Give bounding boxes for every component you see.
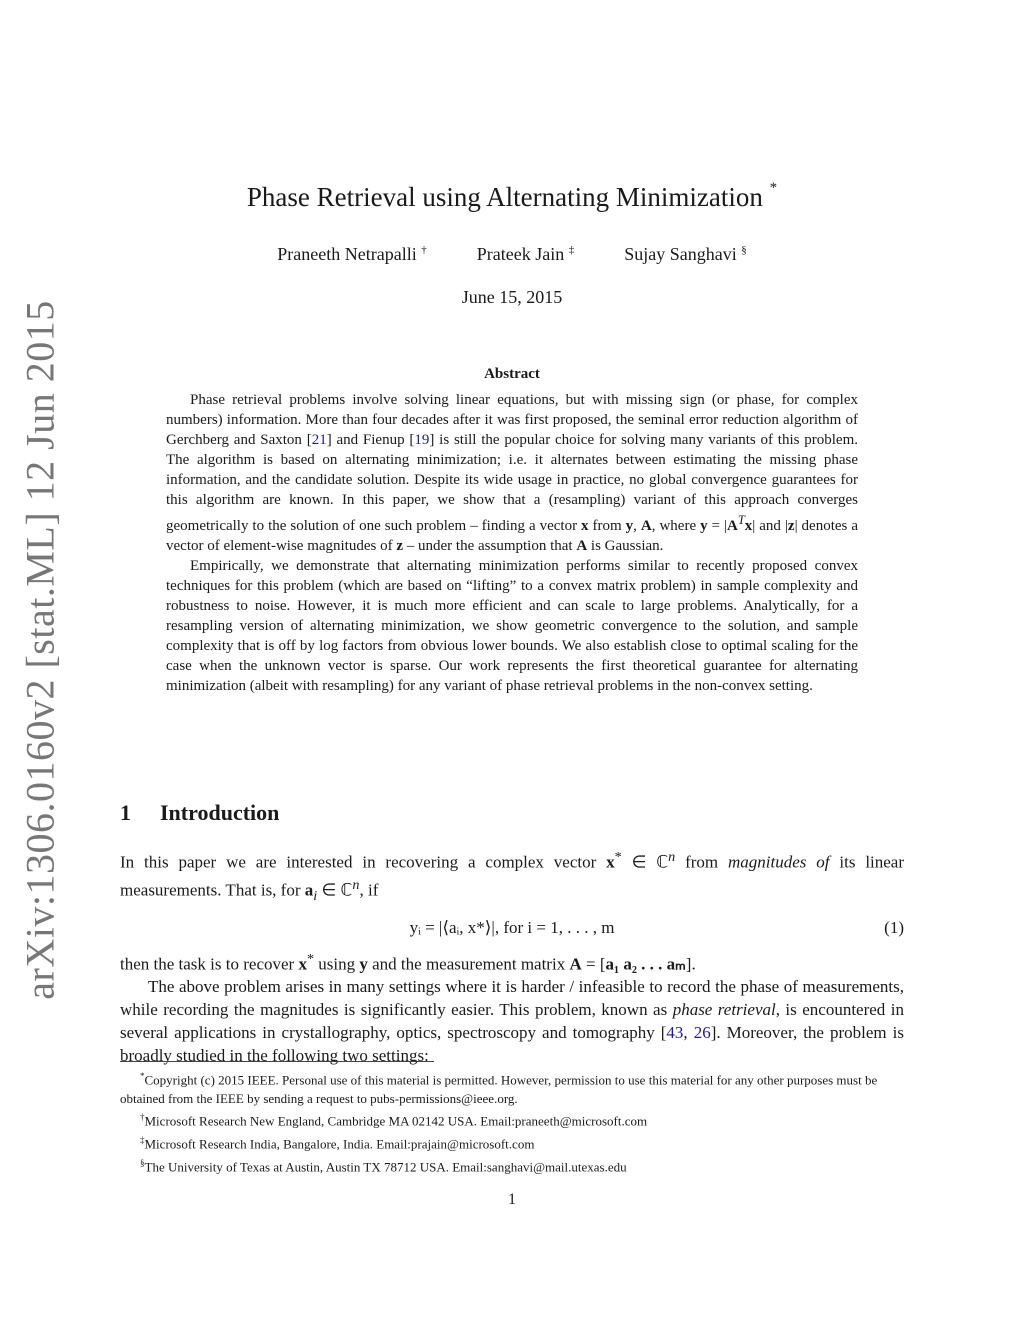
text-run: , is encountered in several applications in crystallography, optics, spectroscopy and tomography [ — [120, 1000, 904, 1043]
math-superscript: * — [306, 950, 315, 967]
footnotes — [120, 1067, 904, 1177]
footnote-mark: ‡ — [140, 1135, 145, 1146]
footnote-divider — [120, 1061, 434, 1062]
footnote — [120, 1108, 904, 1131]
text-run: ]. Moreover, the problem is broadly studied in the following two settings: — [120, 1023, 904, 1066]
text-run: | denotes a vector of element-wise magnitudes of — [166, 518, 858, 554]
abstract-paragraph — [166, 390, 858, 556]
footnote-text: Microsoft Research India, Bangalore, India. Email:prajain@microsoft.com — [144, 1136, 535, 1152]
math-subscript: i — [313, 887, 318, 904]
equation-number: (1) — [884, 917, 904, 937]
text-run: ∈ ℂ — [317, 880, 353, 900]
text-run: from — [588, 518, 626, 534]
math-symbol: y — [625, 518, 634, 534]
footnote — [120, 1131, 904, 1154]
text-run: , — [633, 518, 641, 534]
math-symbol: z — [787, 518, 795, 534]
body-paragraph — [120, 846, 904, 908]
math-symbol: x — [581, 518, 589, 534]
math-symbol: A — [569, 954, 582, 974]
introduction-body — [120, 846, 904, 1067]
text-run: then the task is to recover — [120, 954, 299, 974]
paper-title — [0, 182, 1024, 213]
math-symbol: x — [298, 954, 307, 974]
math-symbol: a — [304, 880, 314, 900]
text-run: In this paper we are interested in recovering a complex vector — [120, 852, 607, 872]
citation-link[interactable]: 43 — [666, 1023, 684, 1043]
text-run: its linear measurements. That is, for — [120, 852, 905, 900]
author-name: Sujay Sanghavi — [624, 244, 737, 264]
emphasis: magnitudes of — [728, 852, 830, 872]
text-run: – under the assumption that — [403, 538, 577, 554]
text-run: Phase retrieval problems involve solving linear equations, but with missing sign (or phase, for complex numbers) information. More than four decades after it was first proposed, the seminal error reduction algorithm of Gerchberg and Saxton [ — [166, 392, 858, 448]
author-name: Prateek Jain — [476, 244, 565, 264]
text-run: , if — [359, 880, 379, 900]
math-symbol: A — [640, 518, 652, 534]
text-run: is Gaussian. — [587, 538, 664, 554]
author-list — [0, 244, 1024, 265]
body-paragraph — [120, 948, 904, 976]
section-number: 1 — [120, 800, 131, 825]
section-title: Introduction — [160, 800, 280, 825]
page-number: 1 — [508, 1191, 516, 1208]
footnote-text: The University of Texas at Austin, Austin TX 78712 USA. Email:sanghavi@mail.utexas.edu — [144, 1159, 627, 1175]
footnote — [120, 1067, 904, 1108]
emphasis: phase retrieval — [672, 1000, 776, 1020]
footnote-text: Copyright (c) 2015 IEEE. Personal use of this material is permitted. However, permission to use this material for any other purposes must be obtained from the IEEE by sending a request to pubs-permissions@ieee.org. — [120, 1072, 878, 1106]
text-run: , — [683, 1023, 694, 1043]
math-symbol: z — [396, 538, 404, 554]
display-equation — [120, 908, 904, 948]
arxiv-identifier-stamp: arXiv:1306.0160v2 [stat.ML] 12 Jun 2015 — [17, 300, 63, 1000]
citation-link[interactable]: 19 — [414, 432, 430, 448]
text-run: ]. — [685, 954, 696, 974]
math-superscript: T — [737, 513, 745, 527]
math-symbol: A — [576, 538, 588, 554]
author-name: Praneeth Netrapalli — [277, 244, 417, 264]
title-text: Phase Retrieval using Alternating Minimization — [246, 182, 763, 212]
text-run: ∈ ℂ — [621, 852, 669, 872]
section-heading — [120, 800, 279, 826]
text-run: and the measurement matrix — [367, 954, 570, 974]
math-symbol: y — [700, 518, 708, 534]
math-symbol: A — [726, 518, 738, 534]
text-run: | and | — [752, 518, 788, 534]
text-run: = [ — [581, 954, 606, 974]
abstract-paragraph: Empirically, we demonstrate that alternating minimization performs similar to recently proposed convex techniques for this problem (which are based on “lifting” to a convex matrix problem) in sample complexity and robustness to noise. However, it is much more efficient and can scale to large problems. Analytically, for a resampling version of alternating minimization, we show geometric convergence to the solution, and sample complexity that is off by log factors from obvious lower bounds. We also establish close to optimal scaling for the case when the unknown vector is sparse. Our work represents the first theoretical guarantee for alternating minimization (albeit with resampling) for any variant of phase retrieval problems in the non-convex setting. — [166, 558, 858, 694]
text-run: , where — [651, 518, 701, 534]
math-symbol: x — [744, 518, 753, 534]
author — [477, 244, 574, 265]
text-run: from — [675, 852, 729, 872]
author-footnote-mark: ‡ — [568, 244, 575, 256]
author-footnote-mark: § — [741, 244, 747, 256]
citation-link[interactable]: 26 — [693, 1023, 711, 1043]
text-run: using — [314, 954, 360, 974]
math-symbol: a₁ a₂ . . . aₘ — [605, 954, 686, 974]
text-run: ] is still the popular choice for solving many variants of this problem. The algorithm is based on alternating minimization; i.e. it alternates between estimating the missing phase information, and the candidate solution. Despite its wide usage in practice, no global convergence guarantees for this algorithm are known. In this paper, we show that a (resampling) variant of this approach converges geometrically to the solution of one such problem – finding a vector — [166, 432, 858, 534]
author — [624, 244, 747, 265]
footnote-mark: † — [140, 1112, 145, 1123]
text-run: = | — [707, 518, 727, 534]
footnote-mark: * — [140, 1071, 145, 1081]
equation-body: yᵢ = |⟨aᵢ, x*⟩|, for i = 1, . . . , m — [409, 917, 615, 937]
citation-link[interactable]: 21 — [311, 432, 327, 448]
body-paragraph — [120, 975, 904, 1067]
math-superscript: * — [614, 849, 622, 865]
math-symbol: y — [359, 954, 368, 974]
text-run: ] and Fienup [ — [326, 432, 415, 448]
footnote-mark: § — [140, 1157, 145, 1168]
author — [277, 244, 426, 265]
math-superscript: n — [352, 876, 360, 893]
title-footnote-mark: * — [769, 180, 778, 196]
footnote-text: Microsoft Research New England, Cambridge MA 02142 USA. Email:praneeth@microsoft.com — [144, 1113, 648, 1129]
abstract-body — [166, 390, 858, 696]
abstract-heading: Abstract — [484, 366, 540, 382]
author-footnote-mark: † — [421, 244, 427, 256]
footnote — [120, 1154, 904, 1177]
text-run: The above problem arises in many settings where it is harder / infeasible to record the phase of measurements, while recording the magnitudes is significantly easier. This problem, known as — [120, 977, 904, 1020]
math-symbol: x — [606, 852, 615, 872]
publication-date: June 15, 2015 — [461, 287, 563, 307]
math-superscript: n — [668, 849, 676, 865]
